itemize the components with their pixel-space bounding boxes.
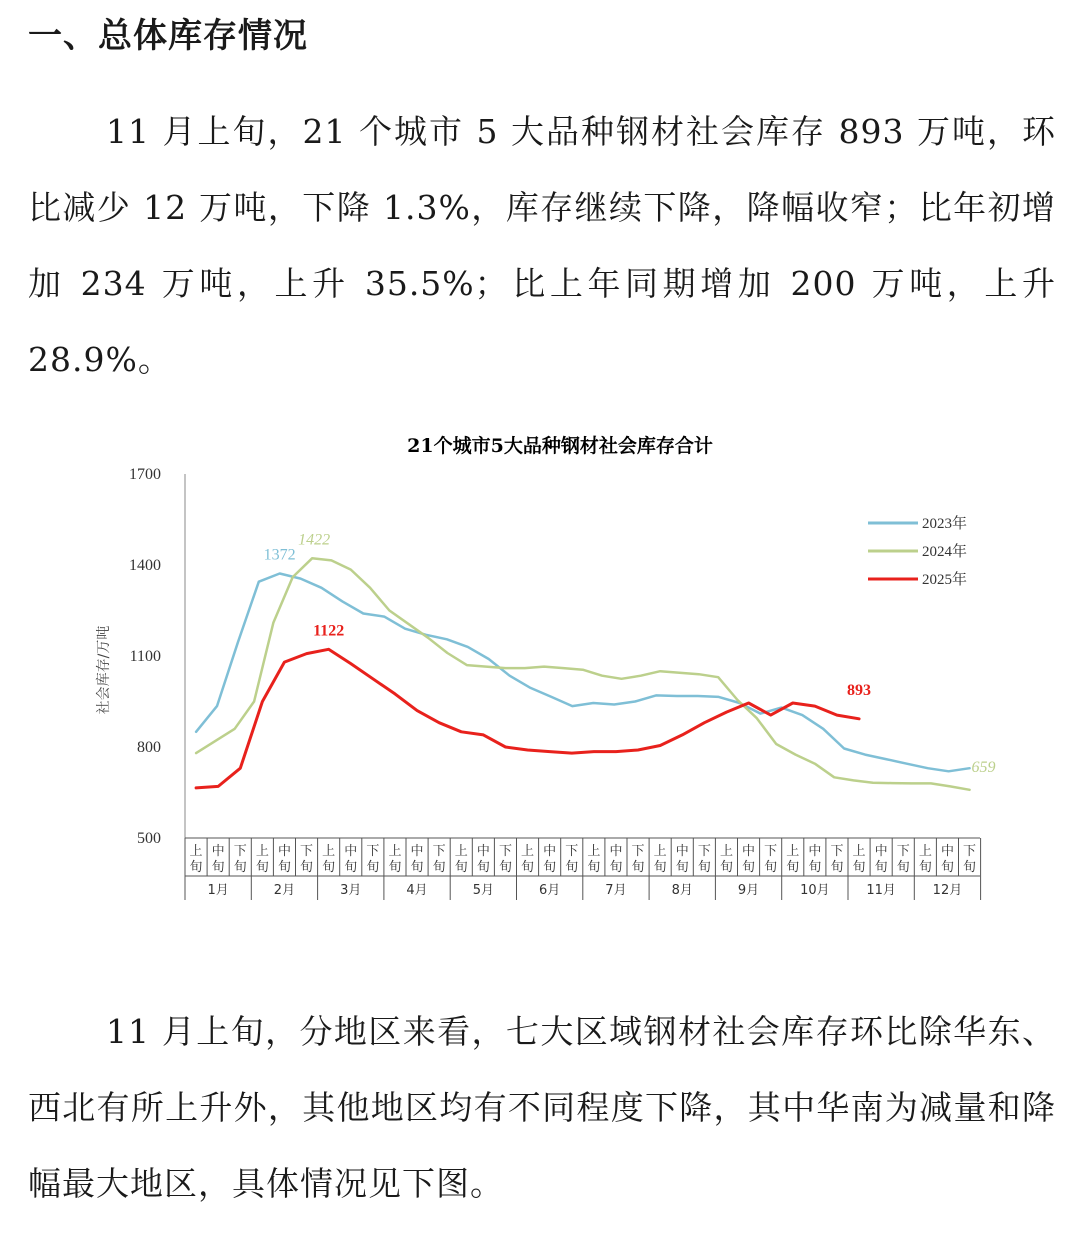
x-tick-label: 旬 bbox=[543, 860, 557, 875]
x-tick-label: 中 bbox=[742, 844, 756, 859]
x-tick-label: 中 bbox=[476, 844, 490, 859]
x-tick-label: 旬 bbox=[565, 860, 579, 875]
x-tick-label: 旬 bbox=[940, 860, 954, 875]
x-tick-label: 下 bbox=[366, 844, 380, 859]
x-tick-label: 下 bbox=[432, 844, 446, 859]
x-tick-label: 下 bbox=[830, 844, 844, 859]
x-tick-label: 旬 bbox=[719, 860, 733, 875]
peak-data-label: 1422 bbox=[298, 531, 331, 549]
x-tick-label: 上 bbox=[255, 844, 269, 859]
x-tick-label: 中 bbox=[543, 844, 557, 859]
y-axis-label: 社会库存/万吨 bbox=[96, 625, 112, 715]
x-tick-label: 旬 bbox=[454, 860, 468, 875]
month-label: 4月 bbox=[406, 883, 428, 898]
x-tick-label: 旬 bbox=[675, 860, 689, 875]
x-tick-label: 中 bbox=[675, 844, 689, 859]
x-tick-label: 下 bbox=[631, 844, 645, 859]
x-tick-label: 旬 bbox=[609, 860, 623, 875]
month-label: 10月 bbox=[800, 883, 830, 898]
x-tick-label: 中 bbox=[808, 844, 822, 859]
x-tick-label: 旬 bbox=[631, 860, 645, 875]
x-tick-label: 中 bbox=[940, 844, 954, 859]
x-tick-label: 上 bbox=[852, 844, 866, 859]
x-tick-label: 上 bbox=[388, 844, 402, 859]
inventory-line-chart bbox=[60, 420, 1020, 920]
x-tick-label: 旬 bbox=[830, 860, 844, 875]
x-tick-label: 旬 bbox=[344, 860, 358, 875]
regional-paragraph: 11 月上旬，分地区来看，七大区域钢材社会库存环比除华东、西北有所上升外，其他地区均有不同程度下降，其中华南为减量和降幅最大地区，具体情况见下图。 bbox=[28, 1012, 1056, 1203]
series-line-2025年 bbox=[196, 649, 859, 788]
month-label: 8月 bbox=[671, 883, 693, 898]
month-label: 1月 bbox=[207, 883, 229, 898]
end-data-label: 893 bbox=[847, 681, 872, 699]
x-tick-label: 旬 bbox=[366, 860, 380, 875]
x-tick-label: 下 bbox=[300, 844, 314, 859]
month-label: 7月 bbox=[605, 883, 627, 898]
y-tick-label: 1400 bbox=[129, 557, 161, 574]
peak-data-label: 1122 bbox=[313, 622, 345, 640]
x-tick-label: 旬 bbox=[521, 860, 535, 875]
x-tick-label: 旬 bbox=[255, 860, 269, 875]
x-tick-label: 下 bbox=[498, 844, 512, 859]
legend-label: 2023年 bbox=[922, 516, 968, 532]
x-tick-label: 旬 bbox=[476, 860, 490, 875]
x-tick-label: 中 bbox=[874, 844, 888, 859]
y-tick-label: 1700 bbox=[129, 466, 161, 483]
x-tick-label: 中 bbox=[609, 844, 623, 859]
y-tick-label: 800 bbox=[137, 739, 161, 756]
x-tick-label: 旬 bbox=[432, 860, 446, 875]
series-line-2024年 bbox=[196, 558, 970, 790]
x-tick-label: 旬 bbox=[189, 860, 203, 875]
x-tick-label: 旬 bbox=[388, 860, 402, 875]
x-tick-label: 旬 bbox=[874, 860, 888, 875]
x-tick-label: 旬 bbox=[697, 860, 711, 875]
x-tick-label: 旬 bbox=[410, 860, 424, 875]
x-tick-label: 上 bbox=[454, 844, 468, 859]
x-tick-label: 旬 bbox=[742, 860, 756, 875]
x-tick-label: 旬 bbox=[896, 860, 910, 875]
summary-paragraph: 11 月上旬，21 个城市 5 大品种钢材社会库存 893 万吨，环比减少 12 万吨，下降 1.3%，库存继续下降，降幅收窄；比年初增加 234 万吨，上升 35.5%；比上年同期增加 200 万吨，上升 28.9%。 bbox=[28, 112, 1056, 379]
x-tick-label: 旬 bbox=[300, 860, 314, 875]
x-tick-label: 旬 bbox=[764, 860, 778, 875]
month-label: 6月 bbox=[539, 883, 561, 898]
x-tick-label: 上 bbox=[322, 844, 336, 859]
x-tick-label: 上 bbox=[521, 844, 535, 859]
x-tick-label: 旬 bbox=[587, 860, 601, 875]
x-tick-label: 中 bbox=[277, 844, 291, 859]
x-tick-label: 旬 bbox=[786, 860, 800, 875]
month-label: 11月 bbox=[866, 883, 896, 898]
peak-data-label: 1372 bbox=[263, 546, 296, 564]
x-tick-label: 下 bbox=[764, 844, 778, 859]
month-label: 3月 bbox=[340, 883, 362, 898]
x-tick-label: 旬 bbox=[808, 860, 822, 875]
y-tick-label: 1100 bbox=[129, 648, 161, 665]
x-tick-label: 旬 bbox=[211, 860, 225, 875]
x-tick-label: 下 bbox=[963, 844, 977, 859]
x-tick-label: 中 bbox=[410, 844, 424, 859]
x-tick-label: 旬 bbox=[852, 860, 866, 875]
x-tick-label: 旬 bbox=[498, 860, 512, 875]
x-tick-label: 旬 bbox=[653, 860, 667, 875]
x-tick-label: 上 bbox=[587, 844, 601, 859]
x-tick-label: 旬 bbox=[277, 860, 291, 875]
legend-label: 2025年 bbox=[922, 572, 968, 588]
x-tick-label: 下 bbox=[565, 844, 579, 859]
x-tick-label: 旬 bbox=[963, 860, 977, 875]
x-tick-label: 上 bbox=[719, 844, 733, 859]
x-tick-label: 上 bbox=[918, 844, 932, 859]
x-tick-label: 中 bbox=[344, 844, 358, 859]
month-label: 9月 bbox=[737, 883, 760, 898]
month-label: 2月 bbox=[273, 883, 296, 898]
x-tick-label: 下 bbox=[896, 844, 910, 859]
y-tick-label: 500 bbox=[137, 830, 161, 847]
chart-title: 21个城市5大品种钢材社会库存合计 bbox=[407, 435, 713, 457]
x-tick-label: 上 bbox=[786, 844, 800, 859]
x-tick-label: 旬 bbox=[233, 860, 247, 875]
month-label: 12月 bbox=[932, 883, 963, 898]
legend-label: 2024年 bbox=[922, 544, 968, 560]
month-label: 5月 bbox=[472, 883, 494, 898]
x-tick-label: 上 bbox=[653, 844, 667, 859]
x-tick-label: 下 bbox=[233, 844, 247, 859]
section-heading: 一、总体库存情况 bbox=[28, 16, 308, 56]
x-tick-label: 旬 bbox=[322, 860, 336, 875]
x-tick-label: 下 bbox=[697, 844, 711, 859]
x-tick-label: 上 bbox=[189, 844, 203, 859]
x-tick-label: 旬 bbox=[918, 860, 932, 875]
series-line-2023年 bbox=[196, 574, 970, 772]
x-tick-label: 中 bbox=[211, 844, 225, 859]
end-data-label: 659 bbox=[971, 758, 996, 776]
